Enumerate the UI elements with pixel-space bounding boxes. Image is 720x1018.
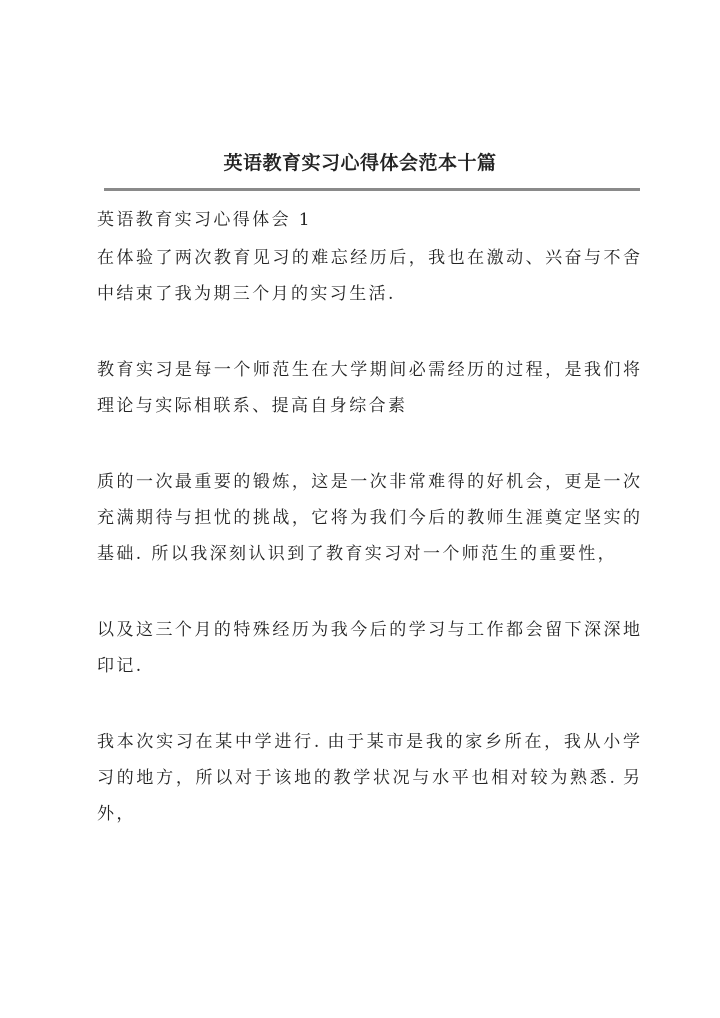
title-divider [104,188,640,191]
paragraph-line: 在体验了两次教育见习的难忘经历后，我也在激动、兴奋与不舍 [97,248,640,268]
paragraph-line: 基础. 所以我深刻认识到了教育实习对一个师范生的重要性， [97,544,618,564]
document-title: 英语教育实习心得体会范本十篇 [223,152,497,174]
paragraph-line: 中结束了我为期三个月的实习生活. [97,284,396,304]
paragraph-line: 质的一次最重要的锻炼，这是一次非常难得的好机会，更是一次 [97,472,640,492]
paragraph-line: 理论与实际相联系、提高自身综合素 [97,396,408,416]
paragraph-line: 以及这三个月的特殊经历为我今后的学习与工作都会留下深深地 [97,620,640,640]
paragraph-line: 教育实习是每一个师范生在大学期间必需经历的过程，是我们将 [97,360,640,380]
paragraph-line: 我本次实习在某中学进行. 由于某市是我的家乡所在，我从小学 [97,732,640,752]
paragraph-line: 外， [97,804,136,824]
section-heading: 英语教育实习心得体会 1 [97,210,313,230]
paragraph-line: 习的地方，所以对于该地的教学状况与水平也相对较为熟悉. 另 [97,768,640,788]
paragraph-line: 充满期待与担忧的挑战，它将为我们今后的教师生涯奠定坚实的 [97,508,640,528]
paragraph-line: 印记. [97,656,144,676]
